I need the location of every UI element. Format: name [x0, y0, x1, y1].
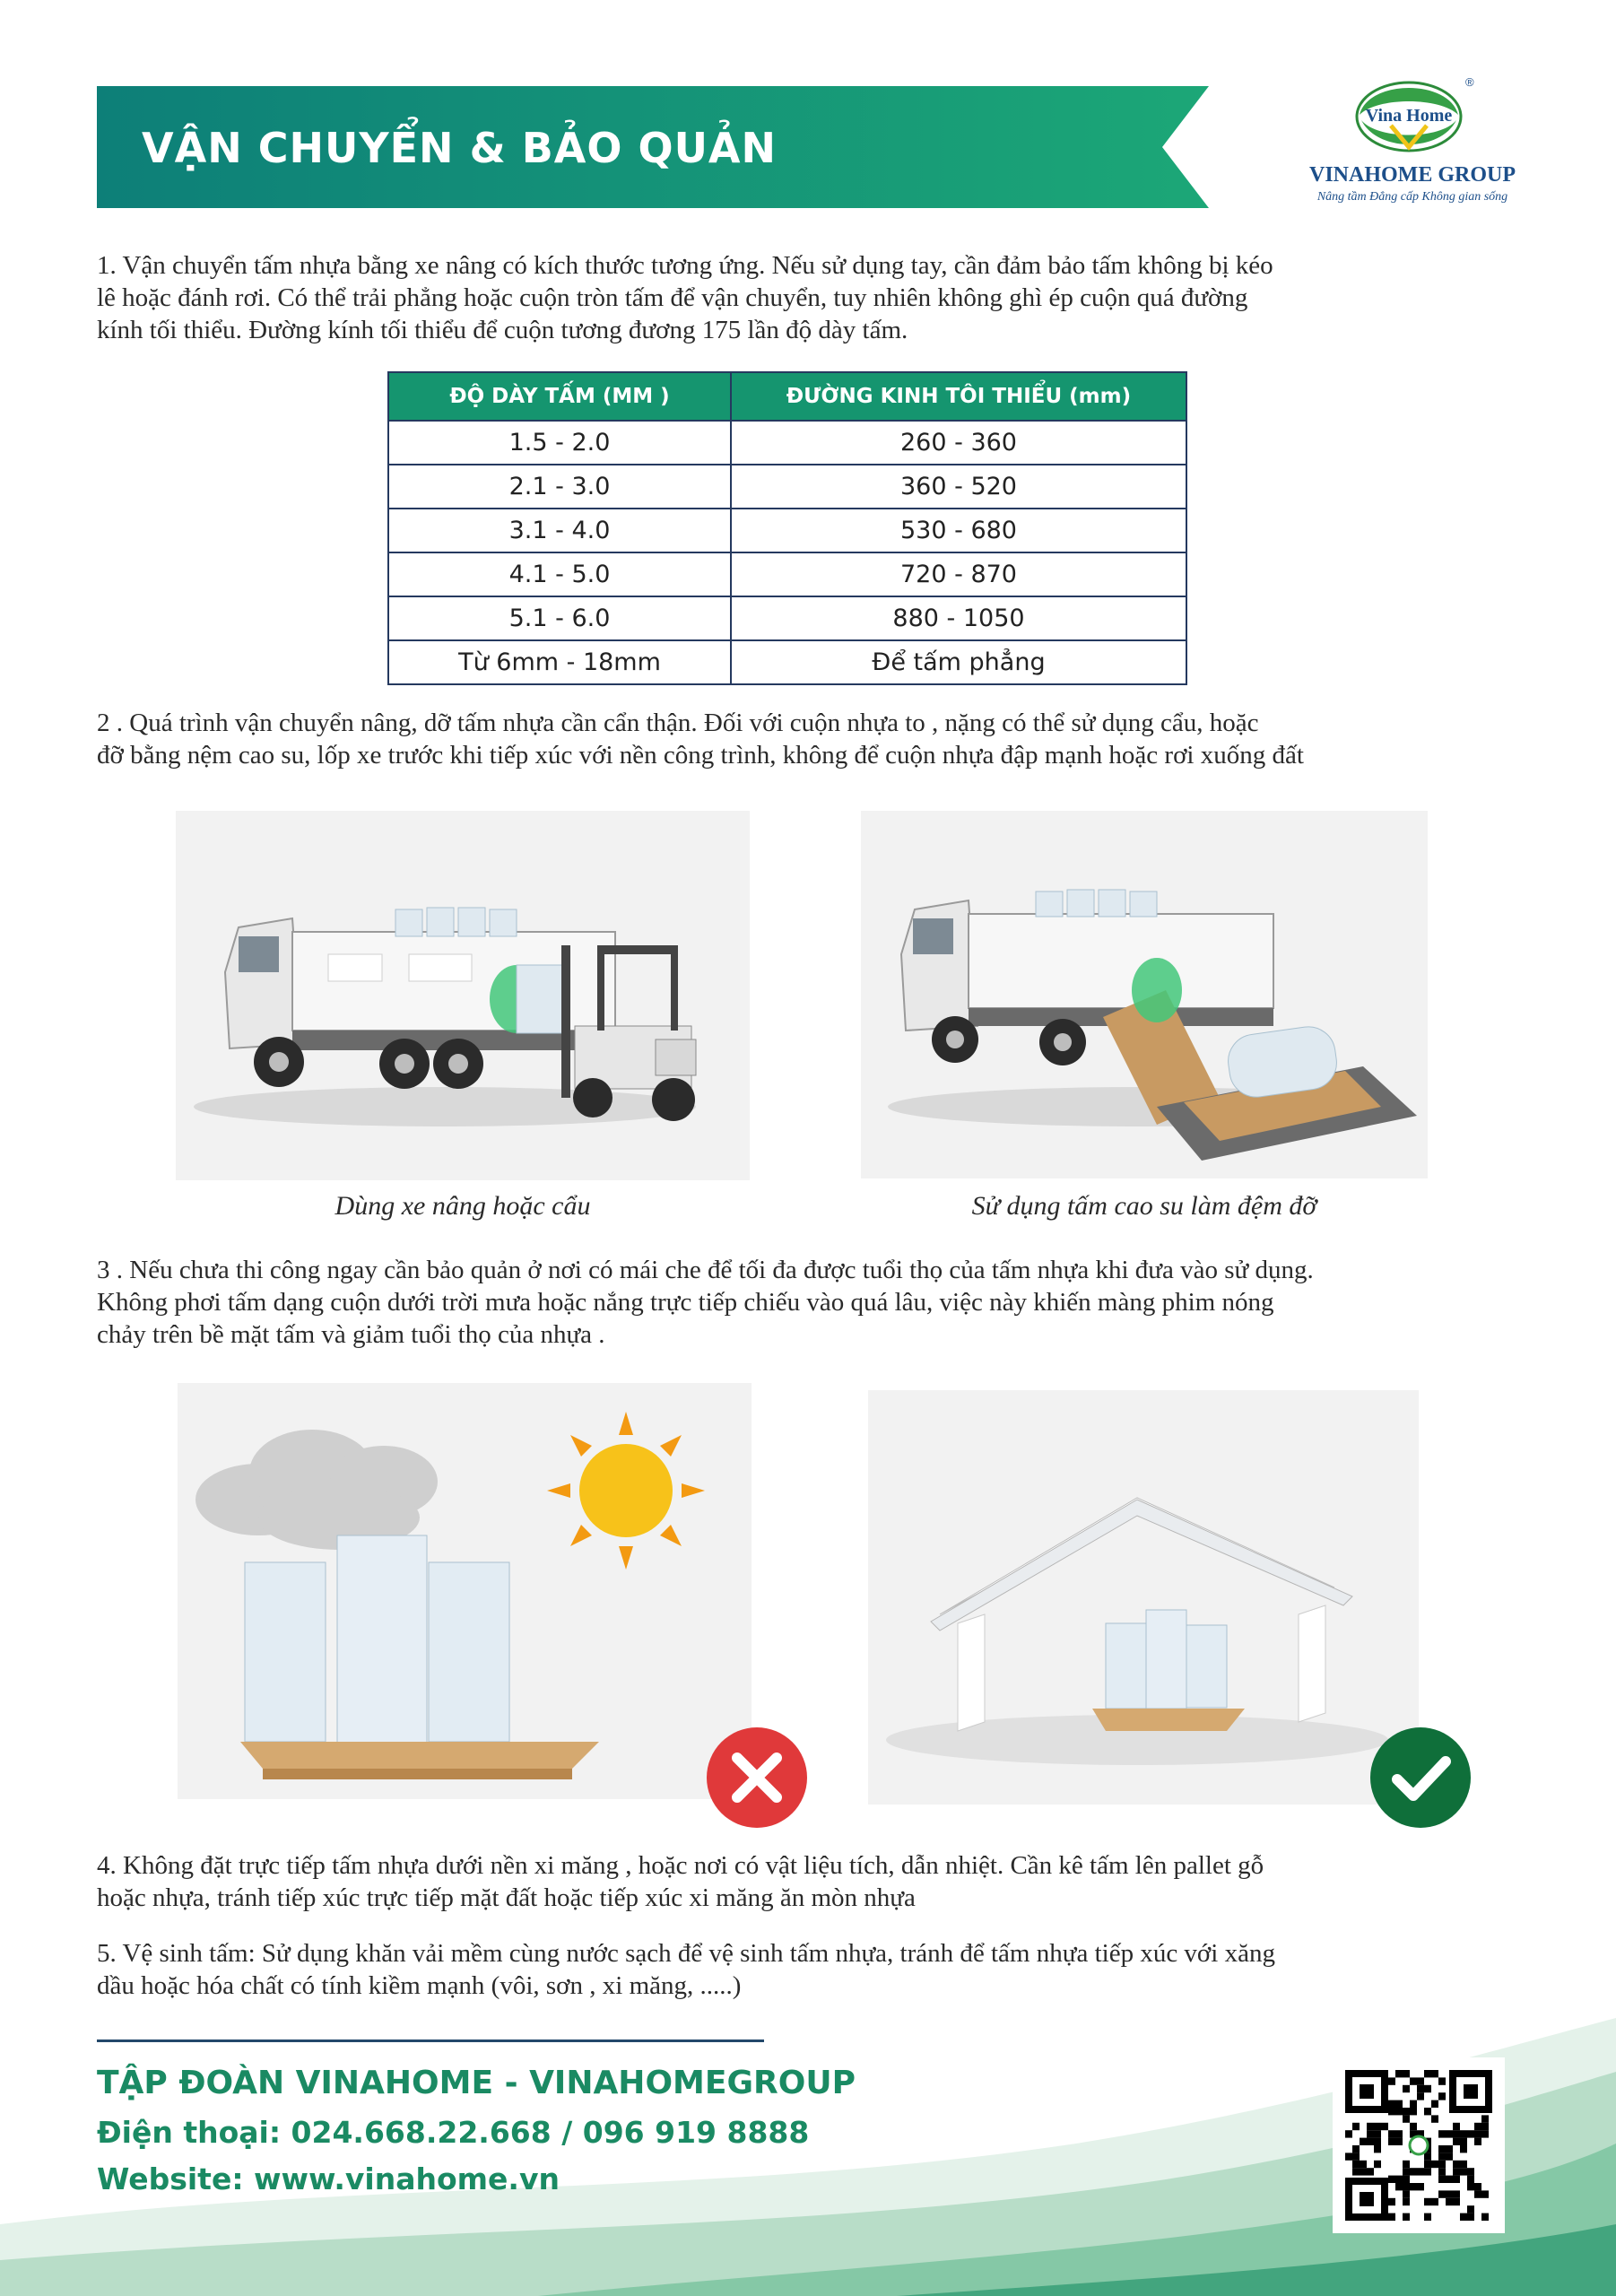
qr-module	[1460, 2213, 1467, 2221]
qr-module	[1403, 2168, 1410, 2175]
rubber-mat-image	[861, 811, 1428, 1178]
table-row	[388, 421, 1186, 465]
vinahome-logo	[1291, 70, 1533, 213]
qr-module	[1374, 2161, 1381, 2168]
qr-module	[1431, 2100, 1438, 2108]
qr-module	[1481, 2190, 1489, 2197]
qr-module	[1417, 2085, 1424, 2092]
qr-module	[1352, 2168, 1360, 2175]
table-cell: 720 - 870	[731, 552, 1186, 596]
qr-module	[1367, 2138, 1374, 2145]
qr-module	[1481, 2130, 1489, 2137]
outdoor-storage-image	[178, 1383, 752, 1799]
qr-module	[1417, 2183, 1424, 2190]
qr-module	[1438, 2190, 1446, 2197]
footer-website: Website: www.vinahome.vn	[97, 2161, 560, 2196]
table-row	[388, 465, 1186, 509]
qr-module	[1446, 2130, 1453, 2137]
qr-module	[1467, 2168, 1474, 2175]
qr-module	[1424, 2213, 1431, 2221]
section2-line: 2 . Quá trình vận chuyển nâng, dỡ tấm nhựa cần cẩn thận. Đối với cuộn nhựa to , nặng có thể sử dụng cẩu, hoặc	[97, 709, 1259, 737]
table-cell: 3.1 - 4.0	[388, 509, 731, 552]
qr-module	[1460, 2161, 1467, 2168]
section3-text	[97, 1254, 1523, 1351]
qr-module	[1345, 2152, 1352, 2160]
footer-phone: Điện thoại: 024.668.22.668 / 096 919 8888	[97, 2115, 810, 2150]
check-circle-icon	[1368, 1726, 1473, 1830]
footer-divider	[97, 2039, 764, 2042]
qr-module	[1424, 2152, 1431, 2160]
qr-module	[1474, 2123, 1481, 2130]
qr-module	[1438, 2092, 1446, 2100]
qr-module	[1388, 2130, 1395, 2137]
qr-module	[1403, 2108, 1410, 2115]
qr-module	[1417, 2092, 1424, 2100]
qr-module	[1460, 2168, 1467, 2175]
qr-module	[1388, 2138, 1395, 2145]
section3-line: Không phơi tấm dạng cuộn dưới trời mưa hoặc nắng trực tiếp chiếu vào quá lâu, việc này khiến màng phim nóng	[97, 1288, 1274, 1317]
qr-module	[1424, 2070, 1431, 2077]
section4-line: hoặc nhựa, tránh tiếp xúc trực tiếp mặt đất hoặc tiếp xúc xi măng ăn mòn nhựa	[97, 1883, 916, 1912]
qr-module	[1388, 2198, 1395, 2205]
qr-module	[1352, 2145, 1360, 2152]
qr-module	[1352, 2161, 1360, 2168]
section1-line: lê hoặc đánh rơi. Có thể trải phẳng hoặc cuộn tròn tấm để vận chuyển, tuy nhiên không ghì ép cuộn quá đường	[97, 283, 1248, 312]
table-cell: 260 - 360	[731, 421, 1186, 465]
qr-module	[1446, 2190, 1453, 2197]
qr-module	[1374, 2138, 1381, 2145]
table-row	[388, 552, 1186, 596]
logo-emblem-icon	[1351, 70, 1476, 160]
qr-module	[1424, 2108, 1431, 2115]
qr-module	[1410, 2077, 1417, 2084]
table-cell: 4.1 - 5.0	[388, 552, 731, 596]
qr-module	[1424, 2198, 1431, 2205]
table-cell: Để tấm phẳng	[731, 640, 1186, 684]
section4-line: 4. Không đặt trực tiếp tấm nhựa dưới nền xi măng , hoặc nơi có vật liệu tích, dẫn nhiệt. Cần kê tấm lên pallet gỗ	[97, 1851, 1264, 1880]
qr-module	[1474, 2138, 1481, 2145]
table-row	[388, 596, 1186, 640]
qr-module	[1395, 2183, 1403, 2190]
qr-module	[1395, 2070, 1403, 2077]
footer-company: TẬP ĐOÀN VINAHOME - VINAHOMEGROUP	[97, 2065, 856, 2101]
qr-module	[1446, 2176, 1453, 2183]
section5-line: dầu hoặc hóa chất có tính kiềm mạnh (vôi, sơn , xi măng, .....)	[97, 1971, 742, 2000]
section5-line: 5. Vệ sinh tấm: Sử dụng khăn vải mềm cùng nước sạch để vệ sinh tấm nhựa, tránh để tấm nhựa tiếp xúc với xăng	[97, 1939, 1275, 1968]
qr-module	[1460, 2145, 1467, 2152]
qr-module	[1388, 2213, 1395, 2221]
qr-module	[1403, 2085, 1410, 2092]
qr-module	[1438, 2145, 1446, 2152]
qr-module	[1395, 2100, 1403, 2108]
qr-module	[1431, 2070, 1438, 2077]
logo-registered-mark: ®	[1465, 75, 1474, 89]
qr-code	[1333, 2057, 1505, 2233]
qr-module	[1481, 2123, 1489, 2130]
qr-module	[1360, 2138, 1367, 2145]
qr-module	[1410, 2123, 1417, 2130]
caption-rubber-mat: Sử dụng tấm cao su làm đệm đỡ	[971, 1191, 1317, 1221]
logo-badge-text: Vina Home	[1365, 106, 1453, 126]
qr-module	[1360, 2161, 1367, 2168]
qr-module	[1474, 2183, 1481, 2190]
table-header-thickness: ĐỘ DÀY TẤM (MM )	[388, 372, 731, 421]
table-cell: 1.5 - 2.0	[388, 421, 731, 465]
section1-line: kính tối thiểu. Đường kính tối thiểu để cuộn tương đương 175 lần độ dày tấm.	[97, 316, 908, 344]
qr-module	[1453, 2138, 1460, 2145]
qr-module	[1474, 2130, 1481, 2137]
qr-module	[1388, 2176, 1395, 2183]
qr-module	[1453, 2130, 1460, 2137]
qr-module	[1467, 2176, 1474, 2183]
section3-line: 3 . Nếu chưa thi công ngay cần bảo quản ở nơi có mái che để tối đa được tuổi thọ của tấm nhựa khi đưa vào sử dụng.	[97, 1256, 1314, 1284]
qr-module	[1367, 2123, 1374, 2130]
x-circle-icon	[705, 1726, 809, 1830]
section3-line: chảy trên bề mặt tấm và giảm tuổi thọ của nhựa .	[97, 1320, 605, 1349]
qr-module	[1438, 2077, 1446, 2084]
qr-module	[1424, 2161, 1431, 2168]
qr-module	[1403, 2161, 1410, 2168]
qr-module	[1403, 2115, 1410, 2122]
qr-module	[1417, 2168, 1424, 2175]
qr-module	[1403, 2183, 1410, 2190]
qr-module	[1410, 2108, 1417, 2115]
qr-module	[1453, 2123, 1460, 2130]
qr-module	[1410, 2168, 1417, 2175]
qr-module	[1481, 2213, 1489, 2221]
qr-module	[1360, 2168, 1367, 2175]
table-cell: 2.1 - 3.0	[388, 465, 731, 509]
logo-slogan: Nâng tầm Đẳng cấp Không gian sống	[1316, 190, 1508, 204]
qr-module	[1403, 2198, 1410, 2205]
qr-module	[1467, 2205, 1474, 2213]
section4-text	[97, 1849, 1523, 1914]
qr-module	[1410, 2183, 1417, 2190]
table-cell: 5.1 - 6.0	[388, 596, 731, 640]
qr-module	[1453, 2176, 1460, 2183]
qr-module	[1431, 2198, 1438, 2205]
qr-module	[1374, 2123, 1381, 2130]
logo-name: VINAHOME GROUP	[1309, 163, 1516, 187]
qr-module	[1438, 2130, 1446, 2137]
qr-module	[1395, 2130, 1403, 2137]
qr-module	[1410, 2100, 1417, 2108]
qr-module	[1431, 2161, 1438, 2168]
qr-module	[1395, 2176, 1403, 2183]
table-row	[388, 509, 1186, 552]
qr-module	[1446, 2152, 1453, 2160]
qr-module	[1374, 2145, 1381, 2152]
caption-forklift: Dùng xe nâng hoặc cẩu	[334, 1191, 591, 1221]
qr-module	[1388, 2077, 1395, 2084]
table-header-diameter: ĐƯỜNG KINH TÔI THIỂU (mm)	[731, 372, 1186, 421]
qr-module	[1481, 2115, 1489, 2122]
covered-storage-image	[868, 1390, 1419, 1805]
qr-module	[1446, 2198, 1453, 2205]
qr-module	[1438, 2176, 1446, 2183]
table-cell: Từ 6mm - 18mm	[388, 640, 731, 684]
section1-text	[97, 249, 1523, 346]
qr-module	[1424, 2085, 1431, 2092]
qr-module	[1395, 2138, 1403, 2145]
table-cell: 530 - 680	[731, 509, 1186, 552]
qr-module	[1367, 2168, 1374, 2175]
qr-module	[1381, 2123, 1388, 2130]
qr-module	[1417, 2077, 1424, 2084]
qr-module	[1424, 2168, 1431, 2175]
qr-module	[1403, 2070, 1410, 2077]
qr-module	[1367, 2130, 1374, 2137]
qr-module	[1403, 2176, 1410, 2183]
qr-module	[1446, 2145, 1453, 2152]
qr-module	[1438, 2168, 1446, 2175]
qr-module	[1467, 2130, 1474, 2137]
qr-module	[1453, 2198, 1460, 2205]
qr-module	[1453, 2190, 1460, 2197]
section2-line: đỡ bằng nệm cao su, lốp xe trước khi tiếp xúc với nền công trình, không để cuộn nhựa đập mạnh hoặc rơi xuống đất	[97, 741, 1304, 770]
qr-module	[1403, 2213, 1410, 2221]
table-cell: 360 - 520	[731, 465, 1186, 509]
qr-module	[1374, 2130, 1381, 2137]
thickness-diameter-table	[387, 371, 1187, 685]
table-row	[388, 640, 1186, 684]
qr-module	[1352, 2152, 1360, 2160]
table-cell: 880 - 1050	[731, 596, 1186, 640]
qr-module	[1453, 2161, 1460, 2168]
qr-module	[1403, 2190, 1410, 2197]
table-header-row	[388, 372, 1186, 421]
section2-text	[97, 707, 1523, 771]
qr-module	[1388, 2100, 1395, 2108]
qr-module	[1474, 2190, 1481, 2197]
page-title: VẬN CHUYỂN & BẢO QUẢN	[142, 124, 778, 172]
qr-module	[1395, 2108, 1403, 2115]
forklift-truck-image	[176, 811, 750, 1180]
qr-module	[1460, 2130, 1467, 2137]
qr-module	[1460, 2138, 1467, 2145]
qr-module	[1431, 2115, 1438, 2122]
section1-line: 1. Vận chuyển tấm nhựa bằng xe nâng có kích thước tương ứng. Nếu sử dụng tay, cần đảm bảo tấm không bị kéo	[97, 251, 1273, 280]
qr-module	[1453, 2168, 1460, 2175]
qr-code-icon	[1333, 2057, 1505, 2233]
qr-module	[1438, 2161, 1446, 2168]
qr-module	[1467, 2213, 1474, 2221]
qr-module	[1345, 2130, 1352, 2137]
qr-module	[1388, 2108, 1395, 2115]
qr-module	[1467, 2183, 1474, 2190]
qr-module	[1352, 2123, 1360, 2130]
section5-text	[97, 1937, 1523, 2002]
qr-module	[1438, 2152, 1446, 2160]
